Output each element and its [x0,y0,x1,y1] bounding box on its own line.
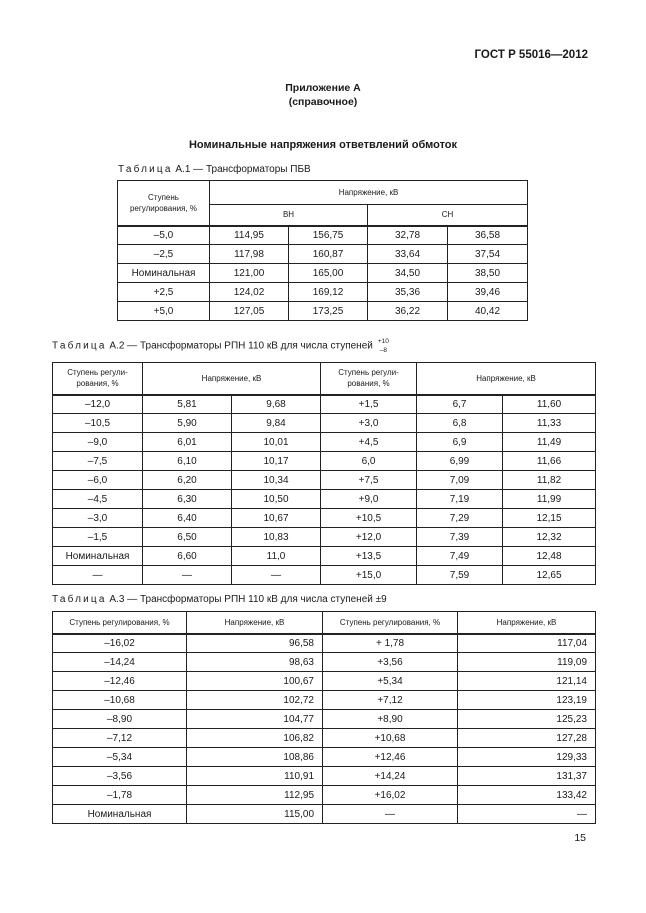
table-cell: –12,0 [53,395,143,414]
table-row [53,767,596,786]
table-cell: 165,00 [289,264,368,283]
table1-body [118,226,528,321]
table-row [53,634,596,653]
table-cell: Номинальная [53,805,187,824]
table-row [53,786,596,805]
table-cell: 40,42 [448,302,528,321]
table3-header-voltage-left: Напряжение, кВ [187,612,323,634]
table-cell: –7,5 [53,452,143,471]
table-cell: 11,82 [503,471,596,490]
table-cell: 10,17 [232,452,321,471]
table-cell: — [143,566,232,585]
table-cell: 11,0 [232,547,321,566]
table-cell: +7,12 [323,691,458,710]
table-cell: 5,81 [143,395,232,414]
table-cell: 10,01 [232,433,321,452]
table2-caption-sub: –8 [379,347,387,354]
table-cell: 104,77 [187,710,323,729]
table-cell: –7,12 [53,729,187,748]
table-cell: 173,25 [289,302,368,321]
table-cell: 7,19 [417,490,503,509]
table-row [53,710,596,729]
table-cell: 6,7 [417,395,503,414]
table-cell: 124,02 [210,283,289,302]
table-cell: 98,63 [187,653,323,672]
table-cell: 6,20 [143,471,232,490]
table2-header-voltage-right: Напряжение, кВ [417,363,596,395]
table-cell: 38,50 [448,264,528,283]
table-row [53,509,596,528]
table-cell: 114,95 [210,226,289,245]
table-cell: 11,49 [503,433,596,452]
table-cell: 119,09 [458,653,596,672]
table-cell: +14,24 [323,767,458,786]
table-cell: –9,0 [53,433,143,452]
table-row [118,302,528,321]
table-row [118,283,528,302]
table3-header-step-right: Ступень регулирования, % [323,612,458,634]
table-cell: 131,37 [458,767,596,786]
table-cell: –4,5 [53,490,143,509]
table3-header-voltage-right: Напряжение, кВ [458,612,596,634]
table-cell: –1,5 [53,528,143,547]
table-cell: –8,90 [53,710,187,729]
table-cell: 133,42 [458,786,596,805]
table-cell: +12,0 [321,528,417,547]
table-cell: 12,32 [503,528,596,547]
table-cell: +8,90 [323,710,458,729]
table-row [53,471,596,490]
table-cell: 6,01 [143,433,232,452]
table-cell: 10,67 [232,509,321,528]
table-cell: –5,34 [53,748,187,767]
table-cell: +1,5 [321,395,417,414]
table-cell: +16,02 [323,786,458,805]
table-cell: 6,10 [143,452,232,471]
table-row [118,264,528,283]
table1-header-hv: ВН [210,205,368,226]
table-cell: 10,34 [232,471,321,490]
table-cell: 11,60 [503,395,596,414]
table-cell: 6,8 [417,414,503,433]
table-cell: 11,33 [503,414,596,433]
table-cell: Номинальная [53,547,143,566]
table-cell: — [53,566,143,585]
table-row [118,226,528,245]
table-row [53,653,596,672]
table-row [53,805,596,824]
table-cell: +7,5 [321,471,417,490]
table-row [53,729,596,748]
table-cell: 96,58 [187,634,323,653]
table-cell: +12,46 [323,748,458,767]
table-row [53,452,596,471]
table-cell: +13,5 [321,547,417,566]
table-cell: 7,49 [417,547,503,566]
table-row [53,490,596,509]
table-cell: 5,90 [143,414,232,433]
table-cell: Номинальная [118,264,210,283]
table-cell: 125,23 [458,710,596,729]
document-number: ГОСТ Р 55016—2012 [474,49,588,61]
table-cell: 12,65 [503,566,596,585]
table-cell: 35,36 [368,283,448,302]
table-row [118,245,528,264]
table-cell: 102,72 [187,691,323,710]
table-cell: +4,5 [321,433,417,452]
table-cell: 6,50 [143,528,232,547]
table-row [53,566,596,585]
table-cell: –6,0 [53,471,143,490]
table-cell: 169,12 [289,283,368,302]
table-cell: 110,91 [187,767,323,786]
table-cell: –10,5 [53,414,143,433]
table-cell: +2,5 [118,283,210,302]
table1-caption-text: А.1 — Трансформаторы ПБВ [172,164,311,175]
table1-caption-prefix: Таблица [118,164,173,175]
table2-caption-prefix: Таблица [52,340,107,352]
table-cell: –14,24 [53,653,187,672]
table-cell: –12,46 [53,672,187,691]
table-cell: –3,56 [53,767,187,786]
table-cell: 12,48 [503,547,596,566]
table-cell: 7,59 [417,566,503,585]
table-cell: +10,5 [321,509,417,528]
table-cell: 11,66 [503,452,596,471]
table-cell: +9,0 [321,490,417,509]
table-cell: 12,15 [503,509,596,528]
table-cell: 34,50 [368,264,448,283]
table-cell: 7,39 [417,528,503,547]
table2-body [53,395,596,585]
table-cell: –16,02 [53,634,187,653]
table-cell: 108,86 [187,748,323,767]
table-cell: 33,64 [368,245,448,264]
table-cell: 36,58 [448,226,528,245]
table-cell: — [232,566,321,585]
table-cell: 7,29 [417,509,503,528]
table-cell: –2,5 [118,245,210,264]
table-cell: +5,0 [118,302,210,321]
table-row [53,395,596,414]
table-cell: 123,19 [458,691,596,710]
appendix-heading [0,81,646,109]
table-cell: 117,98 [210,245,289,264]
table-cell: +5,34 [323,672,458,691]
table-cell: 6,30 [143,490,232,509]
table-cell: 6,60 [143,547,232,566]
table3 [52,611,596,824]
page-number: 15 [574,832,586,844]
table-cell: 115,00 [187,805,323,824]
table-cell: +15,0 [321,566,417,585]
table-cell: 160,87 [289,245,368,264]
table-cell: 6,9 [417,433,503,452]
table-cell: 11,99 [503,490,596,509]
section-title: Номинальные напряжения ответвлений обмоток [188,139,458,151]
table1-header-voltage: Напряжение, кВ [210,181,528,205]
table-row [53,433,596,452]
table-cell: 129,33 [458,748,596,767]
appendix-title: Приложение А [285,82,361,94]
table-cell: –3,0 [53,509,143,528]
table-row [53,748,596,767]
table-cell: 121,00 [210,264,289,283]
table-cell: 112,95 [187,786,323,805]
table-cell: +10,68 [323,729,458,748]
table-row [53,691,596,710]
table2-caption-text: А.2 — Трансформаторы РПН 110 кВ для числа ступеней [106,340,373,352]
table-cell: 6,0 [321,452,417,471]
table-cell: 106,82 [187,729,323,748]
table2-header-step-right: Ступень регули-рования, % [321,363,417,395]
table-cell: +3,56 [323,653,458,672]
table-cell: 100,67 [187,672,323,691]
table-cell: 10,50 [232,490,321,509]
table-cell: 9,68 [232,395,321,414]
table-cell: 37,54 [448,245,528,264]
table3-caption-prefix: Таблица [52,594,107,605]
table-cell: + 1,78 [323,634,458,653]
table-cell: 32,78 [368,226,448,245]
table-cell: +3,0 [321,414,417,433]
table-cell: 6,40 [143,509,232,528]
table-cell: –10,68 [53,691,187,710]
table-cell: 39,46 [448,283,528,302]
table-cell: 117,04 [458,634,596,653]
table1-header-mv: СН [368,205,528,226]
table1-header-step: Ступень регулирования, % [118,181,210,226]
appendix-subtitle: (справочное) [288,96,358,108]
table-cell: — [458,805,596,824]
table2-caption-sup: +10 [377,338,389,345]
table3-caption-text: А.3 — Трансформаторы РПН 110 кВ для числа ступеней ±9 [106,594,387,605]
table-cell: 36,22 [368,302,448,321]
table-cell: — [323,805,458,824]
table-cell: 6,99 [417,452,503,471]
table3-header-step-left: Ступень регулирования, % [53,612,187,634]
table2 [52,362,596,585]
table3-body [53,634,596,824]
table-cell: 121,14 [458,672,596,691]
table-cell: 156,75 [289,226,368,245]
table-row [53,528,596,547]
table-cell: –1,78 [53,786,187,805]
table-cell: 10,83 [232,528,321,547]
table-row [53,414,596,433]
table3-caption [52,594,387,605]
table2-caption-range [378,337,389,355]
table1-caption [118,164,311,175]
table2-header-step-left: Ступень регули-рования, % [53,363,143,395]
table-cell: 127,05 [210,302,289,321]
table-cell: 7,09 [417,471,503,490]
table2-header-voltage-left: Напряжение, кВ [143,363,321,395]
table-cell: 127,28 [458,729,596,748]
table1 [117,180,528,321]
table-row [53,547,596,566]
table-row [53,672,596,691]
table-cell: 9,84 [232,414,321,433]
table2-caption [52,337,389,355]
table-cell: –5,0 [118,226,210,245]
